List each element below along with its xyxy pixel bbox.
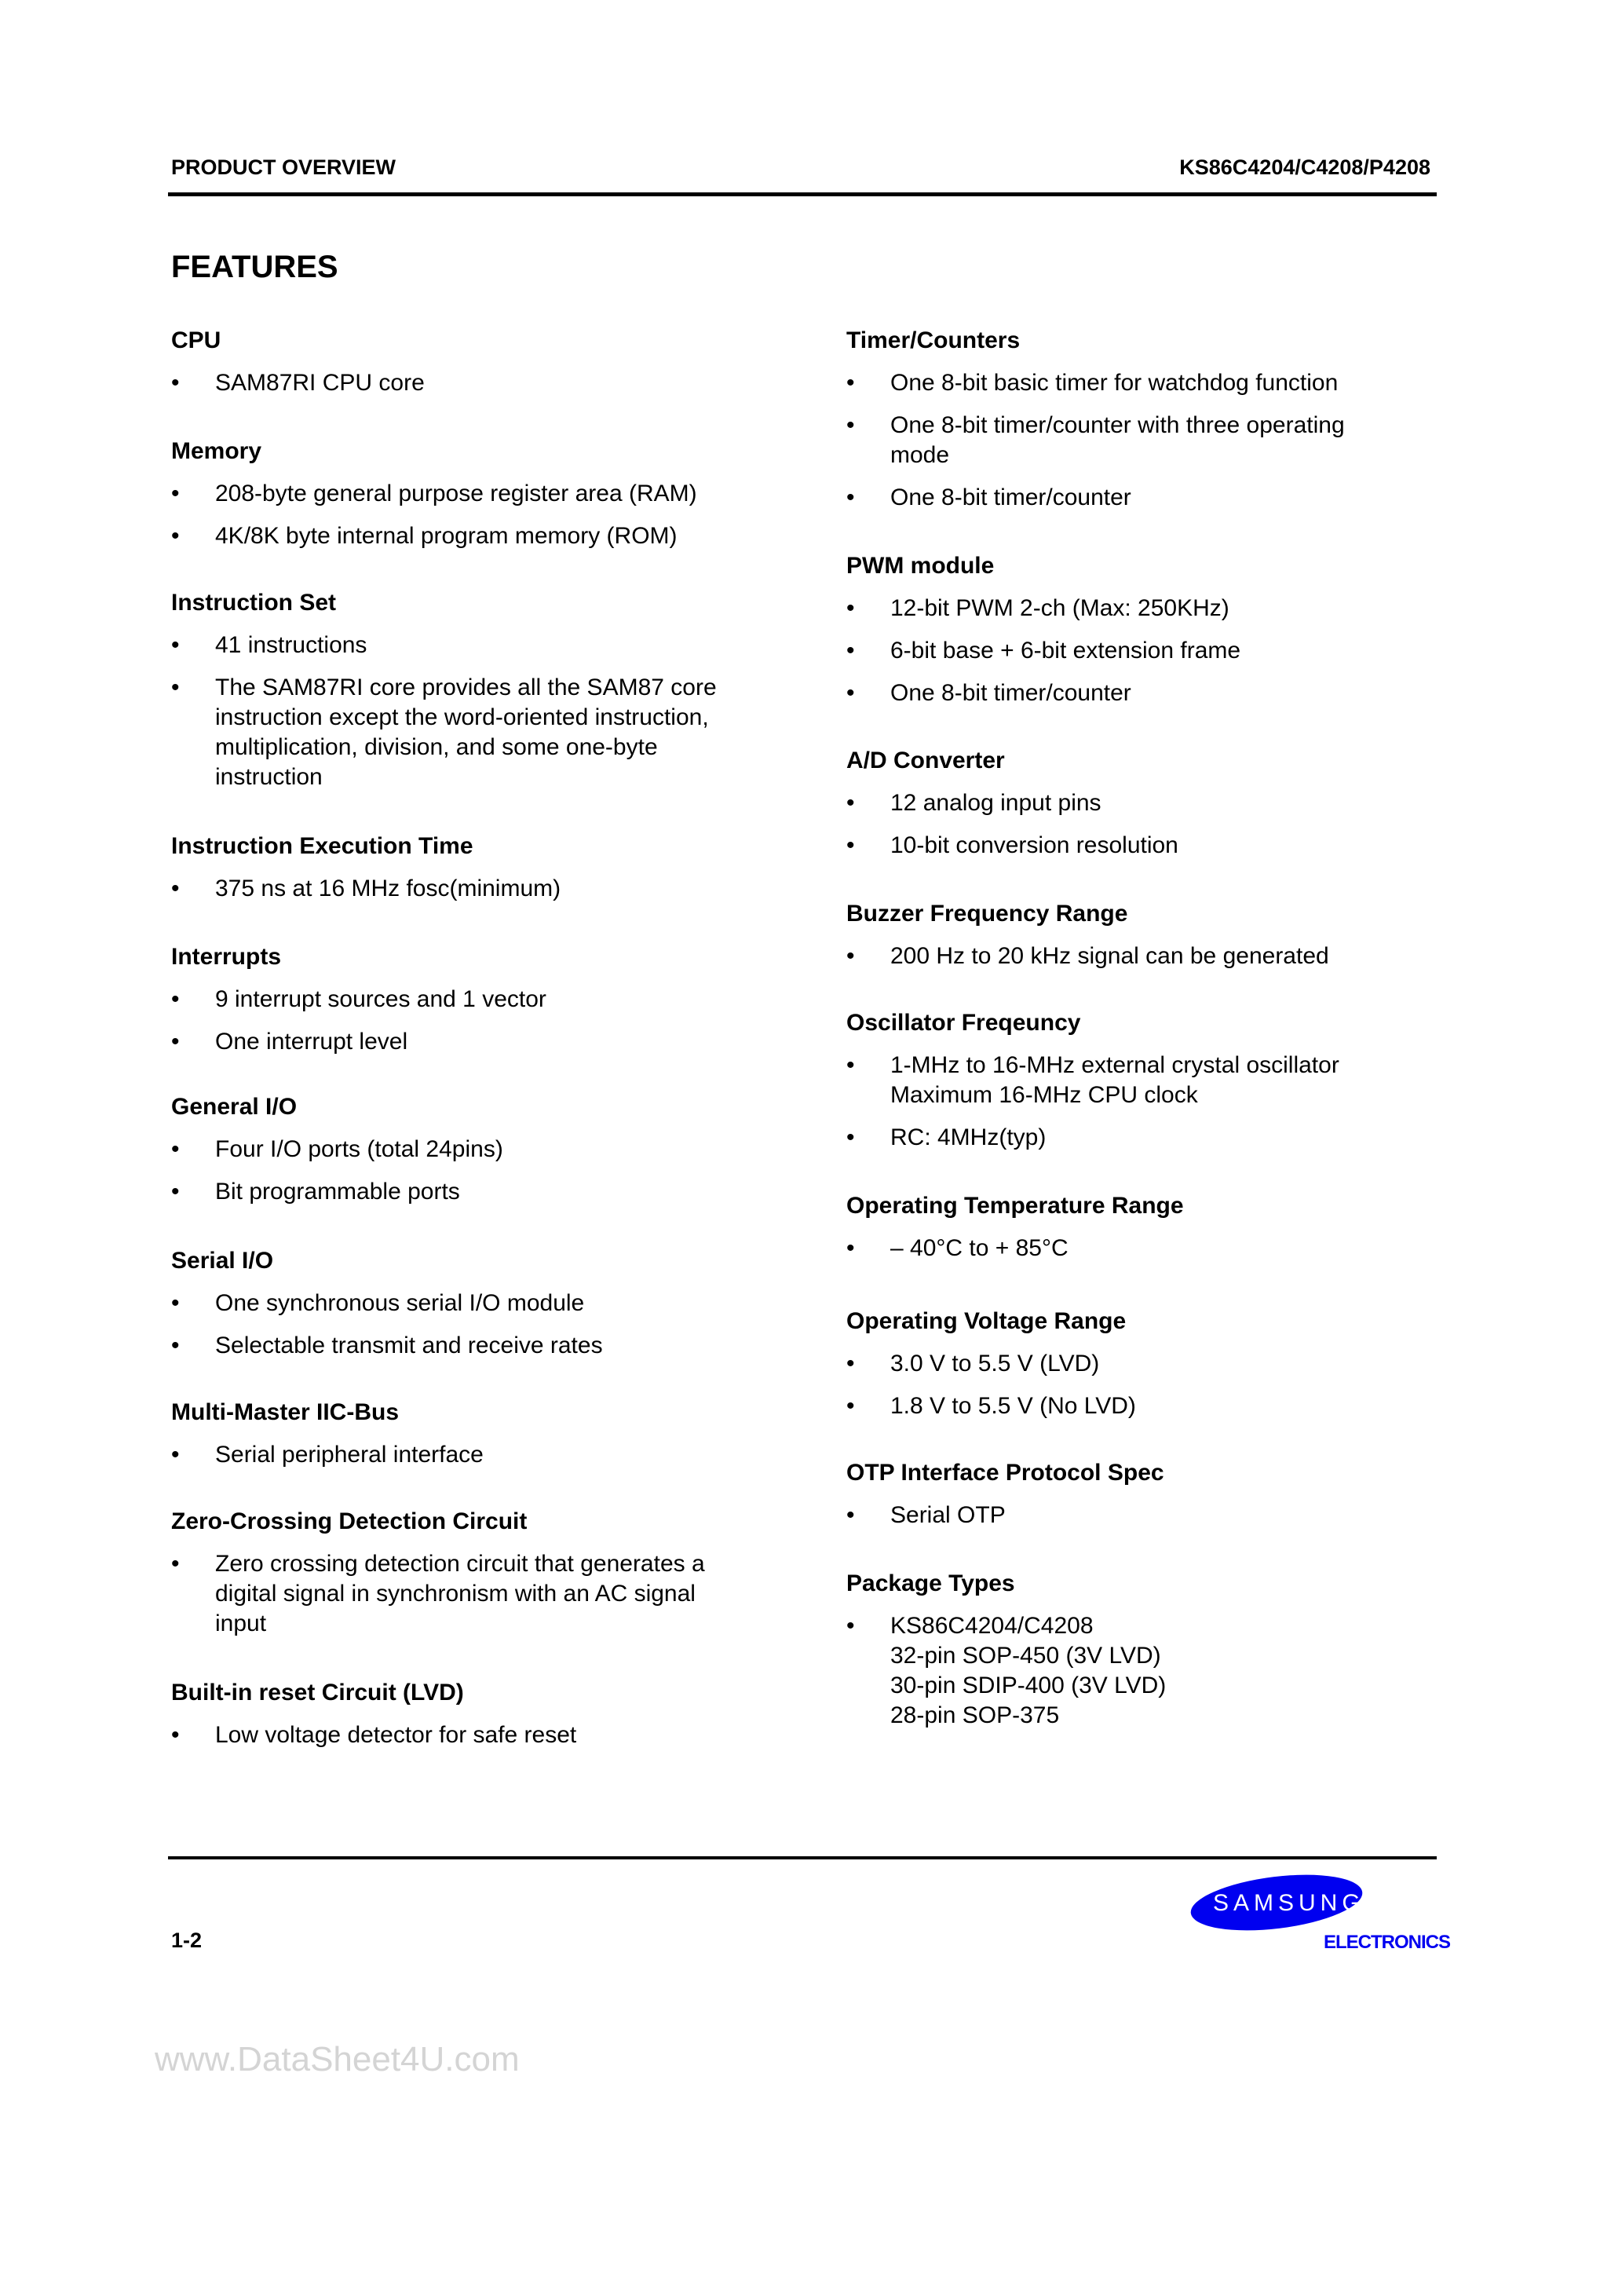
bullet-item [846, 411, 1443, 470]
page-title: FEATURES [171, 250, 338, 284]
item-text: mode [890, 442, 950, 468]
item-text: SAM87RI CPU core [215, 370, 425, 396]
item-text: instruction [215, 764, 323, 790]
feature-section [171, 1678, 768, 1750]
feature-section [846, 1569, 1443, 1731]
bullet-item [171, 1027, 768, 1057]
feature-section [171, 588, 768, 792]
section-heading: Oscillator Freqeuncy [846, 1010, 1081, 1036]
item-text: Serial OTP [890, 1502, 1006, 1528]
item-text: One interrupt level [215, 1029, 408, 1055]
bullet-item [171, 521, 768, 551]
section-heading: Memory [171, 438, 262, 464]
item-text: 208-byte general purpose register area (RAM) [215, 481, 697, 506]
item-text: Bit programmable ports [215, 1179, 460, 1205]
feature-section [171, 1507, 768, 1639]
bullet-icon: • [846, 1351, 855, 1377]
bullet-icon: • [171, 876, 180, 901]
bullet-icon: • [171, 1290, 180, 1316]
bullet-icon: • [846, 370, 855, 396]
item-text: 30-pin SDIP-400 (3V LVD) [890, 1673, 1167, 1698]
bullet-item [171, 1289, 768, 1318]
section-heading: Operating Temperature Range [846, 1193, 1184, 1219]
item-text: One synchronous serial I/O module [215, 1290, 585, 1316]
bullet-item [171, 673, 768, 792]
feature-section [171, 832, 768, 904]
bullet-item [171, 1440, 768, 1470]
item-text: 1-MHz to 16-MHz external crystal oscillator [890, 1052, 1339, 1078]
bullet-icon: • [846, 790, 855, 816]
bullet-item [171, 985, 768, 1015]
bullet-item [846, 941, 1443, 971]
item-text: 32-pin SOP-450 (3V LVD) [890, 1643, 1161, 1669]
item-text: 6-bit base + 6-bit extension frame [890, 638, 1241, 664]
bullet-item [171, 1549, 768, 1639]
feature-section [171, 1092, 768, 1207]
section-heading: Serial I/O [171, 1248, 274, 1274]
bullet-icon: • [171, 1551, 180, 1577]
bullet-item [846, 1349, 1443, 1379]
item-text: One 8-bit basic timer for watchdog function [890, 370, 1339, 396]
item-text: RC: 4MHz(typ) [890, 1124, 1047, 1150]
bullet-icon: • [171, 1136, 180, 1162]
item-text: 9 interrupt sources and 1 vector [215, 986, 546, 1012]
bullet-item [846, 1123, 1443, 1153]
bullet-icon: • [171, 632, 180, 658]
item-text: 1.8 V to 5.5 V (No LVD) [890, 1393, 1136, 1419]
bullet-icon: • [171, 1722, 180, 1748]
bullet-icon: • [846, 412, 855, 438]
feature-section [846, 746, 1443, 861]
section-heading: Package Types [846, 1570, 1015, 1596]
feature-section [171, 1398, 768, 1470]
bullet-item [846, 788, 1443, 818]
bullet-item [846, 1051, 1443, 1110]
section-heading: Instruction Set [171, 590, 337, 616]
item-text: digital signal in synchronism with an AC signal [215, 1581, 696, 1607]
footer-rule [168, 1856, 1437, 1859]
feature-section [171, 437, 768, 551]
item-text: One 8-bit timer/counter [890, 484, 1131, 510]
bullet-icon: • [846, 1124, 855, 1150]
item-text: The SAM87RI core provides all the SAM87 core [215, 675, 717, 700]
item-text: multiplication, division, and some one-byte [215, 734, 658, 760]
section-heading: PWM module [846, 553, 995, 579]
section-heading: Operating Voltage Range [846, 1308, 1127, 1334]
bullet-icon: • [171, 1029, 180, 1055]
header-part-number: KS86C4204/C4208/P4208 [1179, 155, 1430, 179]
bullet-icon: • [171, 523, 180, 549]
item-text: input [215, 1610, 267, 1636]
bullet-icon: • [846, 1502, 855, 1528]
feature-section [846, 1191, 1443, 1263]
item-text: 28-pin SOP-375 [890, 1702, 1060, 1728]
item-text: Maximum 16-MHz CPU clock [890, 1082, 1198, 1108]
section-heading: Zero-Crossing Detection Circuit [171, 1508, 528, 1534]
bullet-item [171, 874, 768, 904]
bullet-icon: • [171, 986, 180, 1012]
bullet-item [846, 368, 1443, 398]
section-heading: General I/O [171, 1094, 298, 1120]
item-text: 200 Hz to 20 kHz signal can be generated [890, 943, 1329, 969]
bullet-item [846, 1234, 1443, 1263]
logo-subtitle: ELECTRONICS [1324, 1932, 1451, 1953]
bullet-icon: • [846, 595, 855, 621]
item-text: Serial peripheral interface [215, 1442, 484, 1468]
bullet-icon: • [171, 370, 180, 396]
bullet-icon: • [846, 1235, 855, 1261]
item-text: 41 instructions [215, 632, 367, 658]
feature-section [846, 899, 1443, 971]
feature-section [846, 551, 1443, 708]
item-text: Four I/O ports (total 24pins) [215, 1136, 503, 1162]
page-number: 1-2 [171, 1929, 203, 1952]
feature-section [171, 326, 768, 398]
section-heading: Instruction Execution Time [171, 833, 473, 859]
bullet-icon: • [846, 1613, 855, 1639]
watermark: www.DataSheet4U.com [155, 2040, 520, 2078]
section-heading: Buzzer Frequency Range [846, 901, 1128, 927]
section-heading: Multi-Master IIC-Bus [171, 1399, 400, 1425]
feature-section [171, 942, 768, 1057]
feature-section [846, 1307, 1443, 1421]
bullet-item [171, 368, 768, 398]
bullet-item [846, 594, 1443, 623]
feature-section [846, 326, 1443, 513]
item-text: Low voltage detector for safe reset [215, 1722, 577, 1748]
bullet-icon: • [171, 1179, 180, 1205]
item-text: 3.0 V to 5.5 V (LVD) [890, 1351, 1100, 1377]
logo-text: SAMSUNG [1213, 1890, 1364, 1916]
bullet-item [171, 1177, 768, 1207]
item-text: Selectable transmit and receive rates [215, 1333, 603, 1358]
bullet-icon: • [171, 481, 180, 506]
bullet-item [846, 1391, 1443, 1421]
bullet-icon: • [846, 638, 855, 664]
bullet-icon: • [846, 484, 855, 510]
bullet-icon: • [846, 680, 855, 706]
header-rule [168, 192, 1437, 196]
bullet-icon: • [171, 675, 180, 700]
bullet-item [171, 1720, 768, 1750]
bullet-icon: • [846, 832, 855, 858]
bullet-icon: • [846, 1393, 855, 1419]
bullet-item [846, 483, 1443, 513]
item-text: 12 analog input pins [890, 790, 1101, 816]
item-text: 4K/8K byte internal program memory (ROM) [215, 523, 678, 549]
item-text: 10-bit conversion resolution [890, 832, 1178, 858]
section-heading: A/D Converter [846, 748, 1005, 773]
feature-section [846, 1008, 1443, 1153]
item-text: – 40°C to + 85°C [890, 1235, 1069, 1261]
item-text: One 8-bit timer/counter with three operating [890, 412, 1345, 438]
bullet-item [846, 831, 1443, 861]
bullet-item [171, 1331, 768, 1361]
item-text: KS86C4204/C4208 [890, 1613, 1094, 1639]
bullet-item [846, 636, 1443, 666]
feature-section [846, 1458, 1443, 1530]
section-heading: Interrupts [171, 944, 282, 970]
bullet-item [171, 479, 768, 509]
item-text: 375 ns at 16 MHz fosc(minimum) [215, 876, 561, 901]
header-section-title: PRODUCT OVERVIEW [171, 155, 396, 179]
bullet-icon: • [846, 943, 855, 969]
section-heading: CPU [171, 327, 221, 353]
bullet-icon: • [171, 1442, 180, 1468]
section-heading: OTP Interface Protocol Spec [846, 1460, 1164, 1486]
item-text: 12-bit PWM 2-ch (Max: 250KHz) [890, 595, 1229, 621]
item-text: One 8-bit timer/counter [890, 680, 1131, 706]
bullet-item [846, 678, 1443, 708]
section-heading: Built-in reset Circuit (LVD) [171, 1680, 464, 1706]
bullet-item [846, 1501, 1443, 1530]
bullet-icon: • [171, 1333, 180, 1358]
bullet-item [171, 1135, 768, 1164]
samsung-logo [1189, 1873, 1364, 1936]
section-heading: Timer/Counters [846, 327, 1021, 353]
bullet-item [846, 1611, 1443, 1731]
item-text: instruction except the word-oriented instruction, [215, 704, 709, 730]
feature-section [171, 1246, 768, 1361]
item-text: Zero crossing detection circuit that generates a [215, 1551, 705, 1577]
bullet-item [171, 631, 768, 660]
bullet-icon: • [846, 1052, 855, 1078]
